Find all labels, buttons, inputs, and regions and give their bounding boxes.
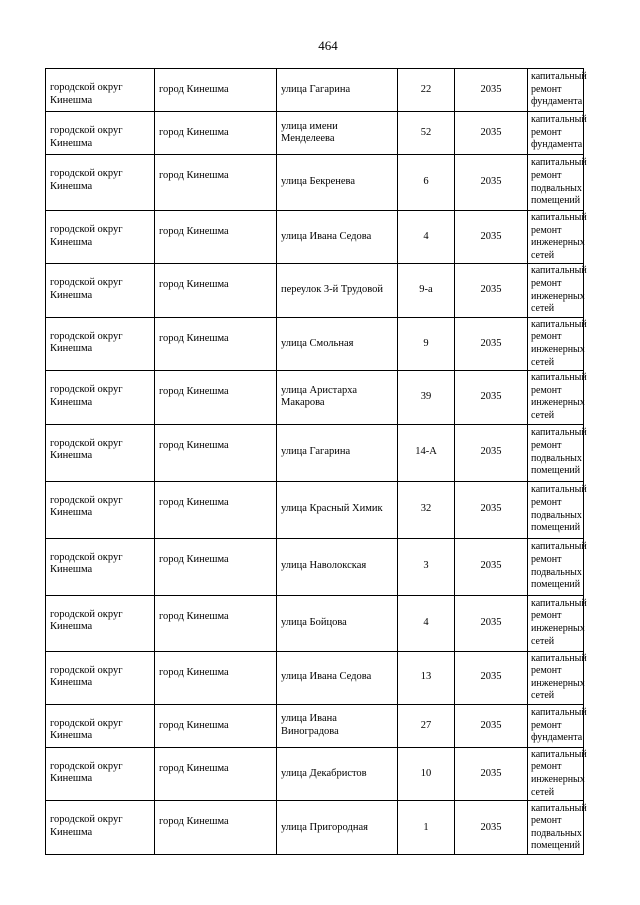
city-cell: город Кинешма xyxy=(155,317,277,370)
year-cell: 2035 xyxy=(455,704,528,747)
street-cell: улица Ивана Седова xyxy=(277,651,398,704)
table-row xyxy=(46,481,584,538)
year-cell: 2035 xyxy=(455,112,528,155)
table-row xyxy=(46,704,584,747)
city-cell: город Кинешма xyxy=(155,155,277,211)
house-number-cell: 3 xyxy=(398,538,455,595)
city-cell: город Кинешма xyxy=(155,69,277,112)
work-type-cell: капитальный ремонт подвальных помещений xyxy=(528,538,584,595)
city-cell: город Кинешма xyxy=(155,424,277,481)
table-row xyxy=(46,69,584,112)
work-type-cell: капитальный ремонт подвальных помещений xyxy=(528,801,584,855)
year-cell: 2035 xyxy=(455,538,528,595)
area-cell: городской округ Кинешма xyxy=(46,112,155,155)
year-cell: 2035 xyxy=(455,747,528,800)
work-type-cell: капитальный ремонт фундамента xyxy=(528,69,584,112)
street-cell: улица Бойцова xyxy=(277,595,398,651)
work-type-cell: капитальный ремонт инженерных сетей xyxy=(528,371,584,424)
house-number-cell: 13 xyxy=(398,651,455,704)
year-cell: 2035 xyxy=(455,211,528,264)
table-row xyxy=(46,747,584,800)
house-number-cell: 27 xyxy=(398,704,455,747)
area-cell: городской округ Кинешма xyxy=(46,704,155,747)
city-cell: город Кинешма xyxy=(155,651,277,704)
city-cell: город Кинешма xyxy=(155,112,277,155)
year-cell: 2035 xyxy=(455,801,528,855)
house-number-cell: 9 xyxy=(398,317,455,370)
street-cell: улица Декабристов xyxy=(277,747,398,800)
house-number-cell: 22 xyxy=(398,69,455,112)
year-cell: 2035 xyxy=(455,155,528,211)
work-type-cell: капитальный ремонт фундамента xyxy=(528,704,584,747)
city-cell: город Кинешма xyxy=(155,264,277,317)
street-cell: переулок 3-й Трудовой xyxy=(277,264,398,317)
table-row xyxy=(46,651,584,704)
area-cell: городской округ Кинешма xyxy=(46,651,155,704)
area-cell: городской округ Кинешма xyxy=(46,264,155,317)
house-number-cell: 6 xyxy=(398,155,455,211)
house-number-cell: 4 xyxy=(398,595,455,651)
table-row xyxy=(46,371,584,424)
table-row xyxy=(46,317,584,370)
street-cell: улица Ивана Седова xyxy=(277,211,398,264)
area-cell: городской округ Кинешма xyxy=(46,69,155,112)
house-number-cell: 4 xyxy=(398,211,455,264)
street-cell: улица Смольная xyxy=(277,317,398,370)
street-cell: улица Ивана Виноградова xyxy=(277,704,398,747)
work-type-cell: капитальный ремонт подвальных помещений xyxy=(528,424,584,481)
year-cell: 2035 xyxy=(455,317,528,370)
table-row xyxy=(46,424,584,481)
city-cell: город Кинешма xyxy=(155,211,277,264)
table-row xyxy=(46,801,584,855)
year-cell: 2035 xyxy=(455,424,528,481)
area-cell: городской округ Кинешма xyxy=(46,538,155,595)
table-row xyxy=(46,538,584,595)
street-cell: улица Бекренева xyxy=(277,155,398,211)
area-cell: городской округ Кинешма xyxy=(46,801,155,855)
street-cell: улица Наволокская xyxy=(277,538,398,595)
table-row xyxy=(46,155,584,211)
house-number-cell: 10 xyxy=(398,747,455,800)
work-type-cell: капитальный ремонт фундамента xyxy=(528,112,584,155)
year-cell: 2035 xyxy=(455,481,528,538)
work-type-cell: капитальный ремонт инженерных сетей xyxy=(528,595,584,651)
house-number-cell: 1 xyxy=(398,801,455,855)
city-cell: город Кинешма xyxy=(155,481,277,538)
city-cell: город Кинешма xyxy=(155,595,277,651)
street-cell: улица имени Менделеева xyxy=(277,112,398,155)
city-cell: город Кинешма xyxy=(155,801,277,855)
street-cell: улица Гагарина xyxy=(277,424,398,481)
year-cell: 2035 xyxy=(455,651,528,704)
area-cell: городской округ Кинешма xyxy=(46,155,155,211)
house-number-cell: 9-а xyxy=(398,264,455,317)
area-cell: городской округ Кинешма xyxy=(46,747,155,800)
city-cell: город Кинешма xyxy=(155,538,277,595)
house-number-cell: 14-А xyxy=(398,424,455,481)
city-cell: город Кинешма xyxy=(155,371,277,424)
page-number: 464 xyxy=(318,38,338,53)
work-type-cell: капитальный ремонт подвальных помещений xyxy=(528,155,584,211)
area-cell: городской округ Кинешма xyxy=(46,371,155,424)
table-row xyxy=(46,112,584,155)
work-type-cell: капитальный ремонт инженерных сетей xyxy=(528,211,584,264)
area-cell: городской округ Кинешма xyxy=(46,595,155,651)
street-cell: улица Красный Химик xyxy=(277,481,398,538)
housing-repair-table xyxy=(45,68,587,855)
table-row xyxy=(46,264,584,317)
city-cell: город Кинешма xyxy=(155,704,277,747)
area-cell: городской округ Кинешма xyxy=(46,424,155,481)
area-cell: городской округ Кинешма xyxy=(46,317,155,370)
year-cell: 2035 xyxy=(455,595,528,651)
street-cell: улица Пригородная xyxy=(277,801,398,855)
house-number-cell: 52 xyxy=(398,112,455,155)
table-body xyxy=(46,69,587,855)
work-type-cell: капитальный ремонт инженерных сетей xyxy=(528,747,584,800)
house-number-cell: 39 xyxy=(398,371,455,424)
work-type-cell: капитальный ремонт инженерных сетей xyxy=(528,317,584,370)
work-type-cell: капитальный ремонт инженерных сетей xyxy=(528,264,584,317)
street-cell: улица Аристарха Макарова xyxy=(277,371,398,424)
year-cell: 2035 xyxy=(455,69,528,112)
work-type-cell: капитальный ремонт инженерных сетей xyxy=(528,651,584,704)
street-cell: улица Гагарина xyxy=(277,69,398,112)
table-row xyxy=(46,211,584,264)
table-row xyxy=(46,595,584,651)
area-cell: городской округ Кинешма xyxy=(46,481,155,538)
house-number-cell: 32 xyxy=(398,481,455,538)
year-cell: 2035 xyxy=(455,371,528,424)
work-type-cell: капитальный ремонт подвальных помещений xyxy=(528,481,584,538)
year-cell: 2035 xyxy=(455,264,528,317)
city-cell: город Кинешма xyxy=(155,747,277,800)
area-cell: городской округ Кинешма xyxy=(46,211,155,264)
